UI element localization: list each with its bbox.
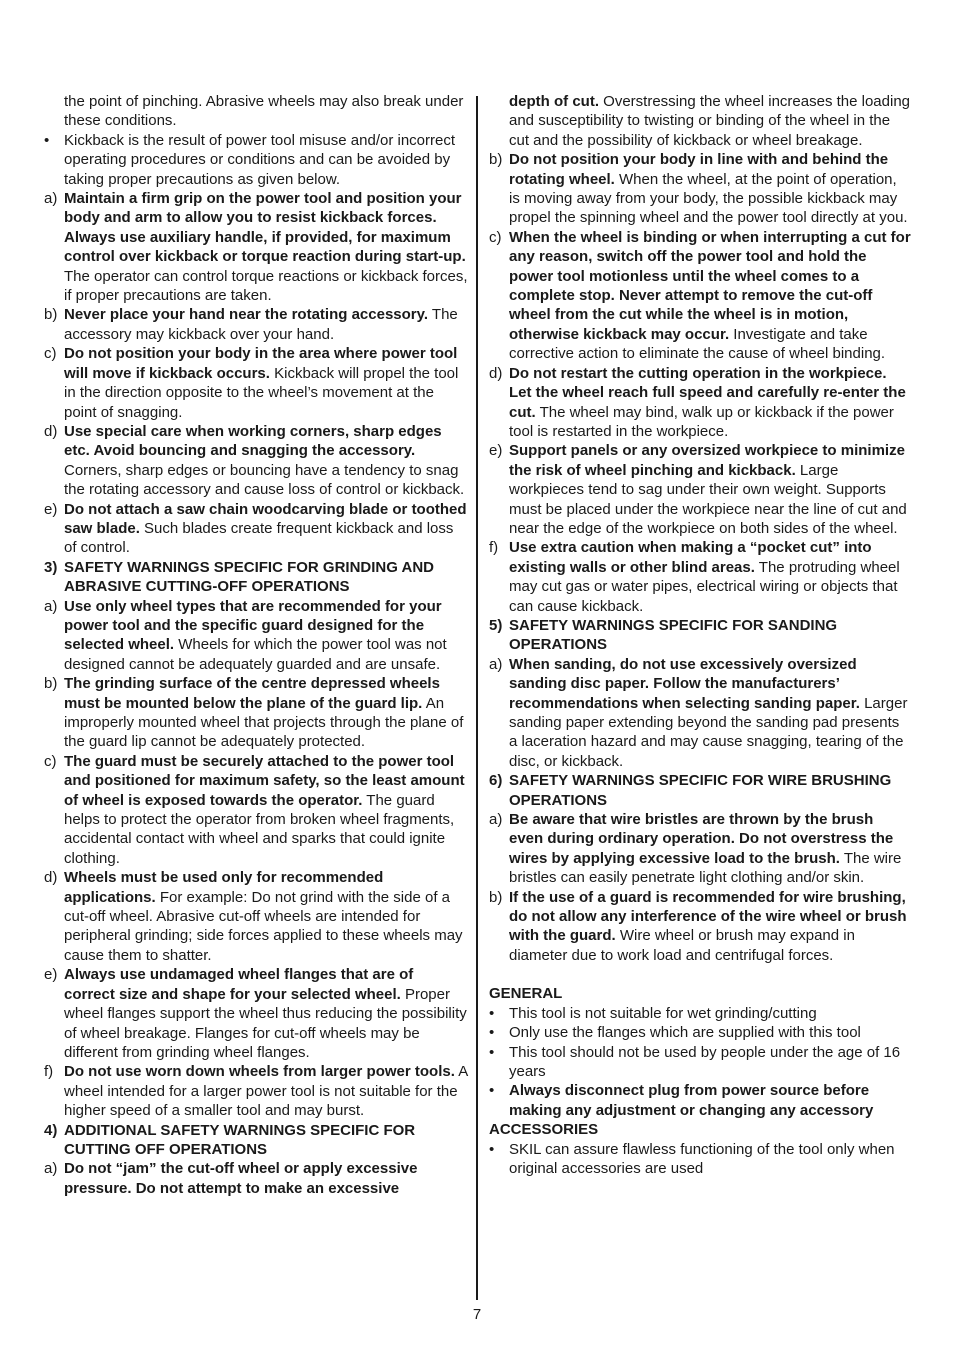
body-text: This tool is not suitable for wet grinding/cutting bbox=[509, 1004, 817, 1022]
body-text: Kickback will propel the tool in the direction opposite to the wheel’s movement at the point of snagging. bbox=[64, 364, 459, 421]
bold-text: Use extra caution when making a “pocket cut” into existing walls or other blind areas. bbox=[509, 539, 872, 576]
item-marker: e) bbox=[44, 500, 58, 518]
body-text: SKIL can assure flawless functioning of the tool only when original accessories are used bbox=[509, 1140, 895, 1177]
item-text bbox=[509, 150, 911, 228]
body-text: Such blades create frequent kickback and loss of control. bbox=[64, 519, 454, 557]
list-item bbox=[489, 1081, 911, 1120]
item-marker: d) bbox=[489, 364, 503, 382]
heading-number: 4) bbox=[44, 1121, 58, 1139]
item-text bbox=[509, 1043, 911, 1082]
list-item bbox=[489, 1023, 911, 1042]
bold-text: depth of cut. bbox=[509, 93, 599, 110]
body-text: Wire wheel or brush may expand in diameter due to work load and centrifugal forces. bbox=[509, 927, 855, 964]
list-item bbox=[489, 150, 911, 228]
bold-text: Always use undamaged wheel flanges that are of correct size and shape for your selected wheel. bbox=[64, 966, 414, 1003]
list-item bbox=[44, 1159, 468, 1198]
list-item bbox=[44, 597, 468, 675]
item-text bbox=[64, 500, 468, 558]
list-item bbox=[489, 888, 911, 966]
left-column bbox=[44, 92, 468, 1198]
item-marker: b) bbox=[489, 151, 503, 169]
list-item bbox=[44, 1062, 468, 1120]
item-marker: • bbox=[44, 131, 50, 149]
heading-number: 3) bbox=[44, 558, 58, 576]
item-marker: a) bbox=[44, 190, 58, 208]
item-text bbox=[509, 228, 911, 364]
body-text: For example: Do not grind with the side of a cut-off wheel. Abrasive cut-off wheels are intended for peripheral grinding; side forces applied to these wheels may cause them to shatter. bbox=[64, 888, 463, 964]
column-divider bbox=[476, 96, 478, 1300]
item-text bbox=[509, 1023, 911, 1042]
item-marker: d) bbox=[44, 422, 58, 440]
item-text bbox=[64, 131, 468, 189]
bold-text: When sanding, do not use excessively oversized sanding disc paper. Follow the manufacturers’ recommendations when selecting sanding paper. bbox=[509, 655, 860, 712]
numbered-heading bbox=[44, 1121, 468, 1160]
item-text bbox=[509, 441, 911, 538]
heading-number: 6) bbox=[489, 772, 503, 790]
item-text bbox=[64, 1159, 468, 1198]
item-marker: a) bbox=[489, 655, 503, 673]
body-text: This tool should not be used by people under the age of 16 years bbox=[509, 1043, 901, 1080]
item-marker: a) bbox=[44, 1160, 58, 1178]
bold-text: Always disconnect plug from power source before making any adjustment or changing any accessory bbox=[509, 1082, 874, 1119]
bold-text: Do not position your body in the area where power tool will move if kickback occurs. bbox=[64, 345, 458, 382]
list-item bbox=[44, 674, 468, 752]
list-item bbox=[44, 752, 468, 868]
spacer bbox=[489, 965, 911, 984]
body-text: The operator can control torque reactions or kickback forces, if proper precautions are taken. bbox=[64, 267, 468, 305]
heading-text: SAFETY WARNINGS SPECIFIC FOR GRINDING AND ABRASIVE CUTTING-OFF OPERATIONS bbox=[64, 558, 435, 596]
item-marker: a) bbox=[44, 597, 58, 615]
page-number: 7 bbox=[472, 1306, 482, 1323]
body-text: The wire bristles can easily penetrate light clothing and/or skin. bbox=[509, 849, 902, 887]
body-text: Larger sanding paper extending beyond the sanding pad presents a laceration hazard and may cause snagging, tearing of the disc, or kickback. bbox=[509, 694, 908, 770]
bold-text: Maintain a firm grip on the power tool and position your body and arm to allow you to resist kickback forces. Always use auxiliary handle, if provided, for maximum control over kickback or torque reaction during start-up. bbox=[64, 190, 466, 266]
bold-text: Use special care when working corners, sharp edges etc. Avoid bouncing and snagging the accessory. bbox=[64, 422, 442, 460]
item-marker: e) bbox=[44, 966, 58, 984]
item-text bbox=[509, 1004, 911, 1023]
bold-text: Do not position your body in line with and behind the rotating wheel. bbox=[509, 151, 889, 188]
body-text: Corners, sharp edges or bouncing have a tendency to snag the rotating accessory and cause loss of control or kickback. bbox=[64, 461, 465, 499]
continued-paragraph bbox=[44, 92, 468, 131]
body-text: Overstressing the wheel increases the loading and susceptibility to twisting or binding of the wheel in the cut and the possibility of kickback or wheel breakage. bbox=[509, 93, 911, 149]
list-item bbox=[489, 1004, 911, 1023]
item-marker: d) bbox=[44, 869, 58, 887]
body-text: Only use the flanges which are supplied with this tool bbox=[509, 1024, 861, 1042]
heading-text: SAFETY WARNINGS SPECIFIC FOR SANDING OPERATIONS bbox=[509, 616, 838, 654]
list-item bbox=[44, 305, 468, 344]
bold-text: If the use of a guard is recommended for wire brushing, do not allow any interference of the wire wheel or brush with the guard. bbox=[509, 888, 907, 945]
body-text: The guard helps to protect the operator from broken wheel fragments, accidental contact with wheel and sparks that could ignite clothing. bbox=[64, 791, 455, 867]
list-item bbox=[44, 344, 468, 422]
item-marker: f) bbox=[489, 539, 499, 557]
list-item bbox=[489, 228, 911, 364]
bold-text: Be aware that wire bristles are thrown by the brush even during ordinary operation. Do not overstress the wires by applying excessive load to the brush. bbox=[509, 811, 894, 867]
bold-text: Do not restart the cutting operation in the workpiece. Let the wheel reach full speed and carefully re-enter the cut. bbox=[509, 364, 906, 421]
heading-text: ADDITIONAL SAFETY WARNINGS SPECIFIC FOR CUTTING OFF OPERATIONS bbox=[64, 1121, 416, 1158]
numbered-heading bbox=[44, 558, 468, 597]
list-item bbox=[489, 810, 911, 888]
bold-text: The guard must be securely attached to the power tool and positioned for maximum safety, so the least amount of wheel is exposed towards the operator. bbox=[64, 752, 465, 809]
item-marker: b) bbox=[44, 306, 58, 324]
bold-text: Do not attach a saw chain woodcarving blade or toothed saw blade. bbox=[64, 500, 467, 537]
item-marker: a) bbox=[489, 811, 503, 829]
list-item bbox=[489, 655, 911, 771]
item-text bbox=[509, 1081, 911, 1120]
item-marker: • bbox=[489, 1140, 495, 1158]
list-item bbox=[489, 364, 911, 442]
item-marker: b) bbox=[44, 675, 58, 693]
body-text: Kickback is the result of power tool misuse and/or incorrect operating procedures or conditions and can be avoided by taking proper precautions as given below. bbox=[64, 131, 456, 188]
item-text bbox=[509, 1140, 911, 1179]
list-item bbox=[44, 131, 468, 189]
bold-text: Wheels must be used only for recommended applications. bbox=[64, 869, 384, 906]
list-item bbox=[44, 868, 468, 965]
list-item bbox=[44, 189, 468, 305]
heading-text: SAFETY WARNINGS SPECIFIC FOR WIRE BRUSHING OPERATIONS bbox=[509, 772, 892, 809]
item-text bbox=[509, 364, 911, 442]
item-text bbox=[509, 810, 911, 888]
list-item bbox=[489, 441, 911, 538]
body-text: An improperly mounted wheel that projects through the plane of the guard lip cannot be adequately protected. bbox=[64, 694, 464, 751]
item-marker: e) bbox=[489, 442, 503, 460]
bold-text: Do not “jam” the cut-off wheel or apply excessive pressure. Do not attempt to make an excessive bbox=[64, 1160, 418, 1197]
body-text: Large workpieces tend to sag under their own weight. Supports must be placed under the workpiece near the line of cut and near the edge of the workpiece on both sides of the wheel. bbox=[509, 461, 907, 537]
body-text: A wheel intended for a larger power tool is not suitable for the higher speed of a smaller tool and may burst. bbox=[64, 1063, 468, 1120]
bold-text: The grinding surface of the centre depressed wheels must be mounted below the plane of the guard lip. bbox=[64, 675, 440, 712]
body-text: The accessory may kickback over your hand. bbox=[64, 306, 458, 343]
heading-number: 5) bbox=[489, 616, 503, 634]
item-text bbox=[509, 538, 911, 616]
body-text: The protruding wheel may cut gas or water pipes, electrical wiring or objects that can cause kickback. bbox=[509, 558, 900, 615]
item-marker: c) bbox=[44, 752, 57, 770]
item-text bbox=[64, 189, 468, 305]
item-marker: • bbox=[489, 1082, 495, 1100]
bold-text: Do not use worn down wheels from larger power tools. bbox=[64, 1063, 455, 1081]
body-text: Proper wheel flanges support the wheel thus reducing the possibility of wheel breakage. Flanges for cut-off wheels may be different from grinding wheel flanges. bbox=[64, 985, 467, 1061]
list-item bbox=[489, 1043, 911, 1082]
bold-text: Support panels or any oversized workpiece to minimize the risk of wheel pinching and kickback. bbox=[509, 442, 905, 479]
body-text: Investigate and take corrective action to eliminate the cause of wheel binding. bbox=[509, 325, 886, 363]
item-text bbox=[64, 674, 468, 752]
list-item bbox=[44, 422, 468, 500]
numbered-heading bbox=[489, 616, 911, 655]
item-text bbox=[64, 752, 468, 868]
body-text: The wheel may bind, walk up or kickback if the power tool is restarted in the workpiece. bbox=[509, 403, 894, 440]
item-text bbox=[64, 597, 468, 675]
item-text bbox=[509, 655, 911, 771]
list-item bbox=[489, 538, 911, 616]
item-marker: c) bbox=[489, 228, 502, 246]
numbered-heading bbox=[489, 771, 911, 810]
item-marker: • bbox=[489, 1024, 495, 1042]
item-marker: c) bbox=[44, 345, 57, 363]
list-item bbox=[44, 965, 468, 1062]
bold-text: When the wheel is binding or when interrupting a cut for any reason, switch off the power tool and hold the power tool motionless until the wheel comes to a complete stop. Never attempt to remove the cut-off wheel from the cut while the wheel is in motion, otherwise kickback may occur. bbox=[509, 228, 911, 343]
item-text bbox=[64, 965, 468, 1062]
item-marker: • bbox=[489, 1043, 495, 1061]
item-marker: f) bbox=[44, 1063, 54, 1081]
item-marker: • bbox=[489, 1004, 495, 1022]
section-heading: GENERAL bbox=[489, 985, 563, 1003]
item-marker: b) bbox=[489, 888, 503, 906]
section-heading: ACCESSORIES bbox=[489, 1121, 599, 1139]
body-text: When the wheel, at the point of operation, is moving away from your body, the possible kickback may propel the spinning wheel and the power tool directly at you. bbox=[509, 170, 908, 227]
bold-text: Never place your hand near the rotating accessory. bbox=[64, 306, 429, 324]
item-text bbox=[64, 1062, 468, 1120]
item-text bbox=[509, 888, 911, 966]
item-text bbox=[64, 344, 468, 422]
body-text: Wheels for which the power tool was not designed cannot be adequately guarded and are unsafe. bbox=[64, 636, 447, 673]
item-text bbox=[64, 305, 468, 344]
list-item bbox=[44, 500, 468, 558]
list-item bbox=[489, 1140, 911, 1179]
body-text: the point of pinching. Abrasive wheels may also break under these conditions. bbox=[64, 93, 464, 130]
item-text bbox=[64, 422, 468, 500]
item-text bbox=[64, 868, 468, 965]
continued-paragraph bbox=[489, 92, 911, 150]
right-column bbox=[489, 92, 911, 1178]
bold-text: Use only wheel types that are recommended for your power tool and the specific guard designed for the selected wheel. bbox=[64, 597, 442, 654]
